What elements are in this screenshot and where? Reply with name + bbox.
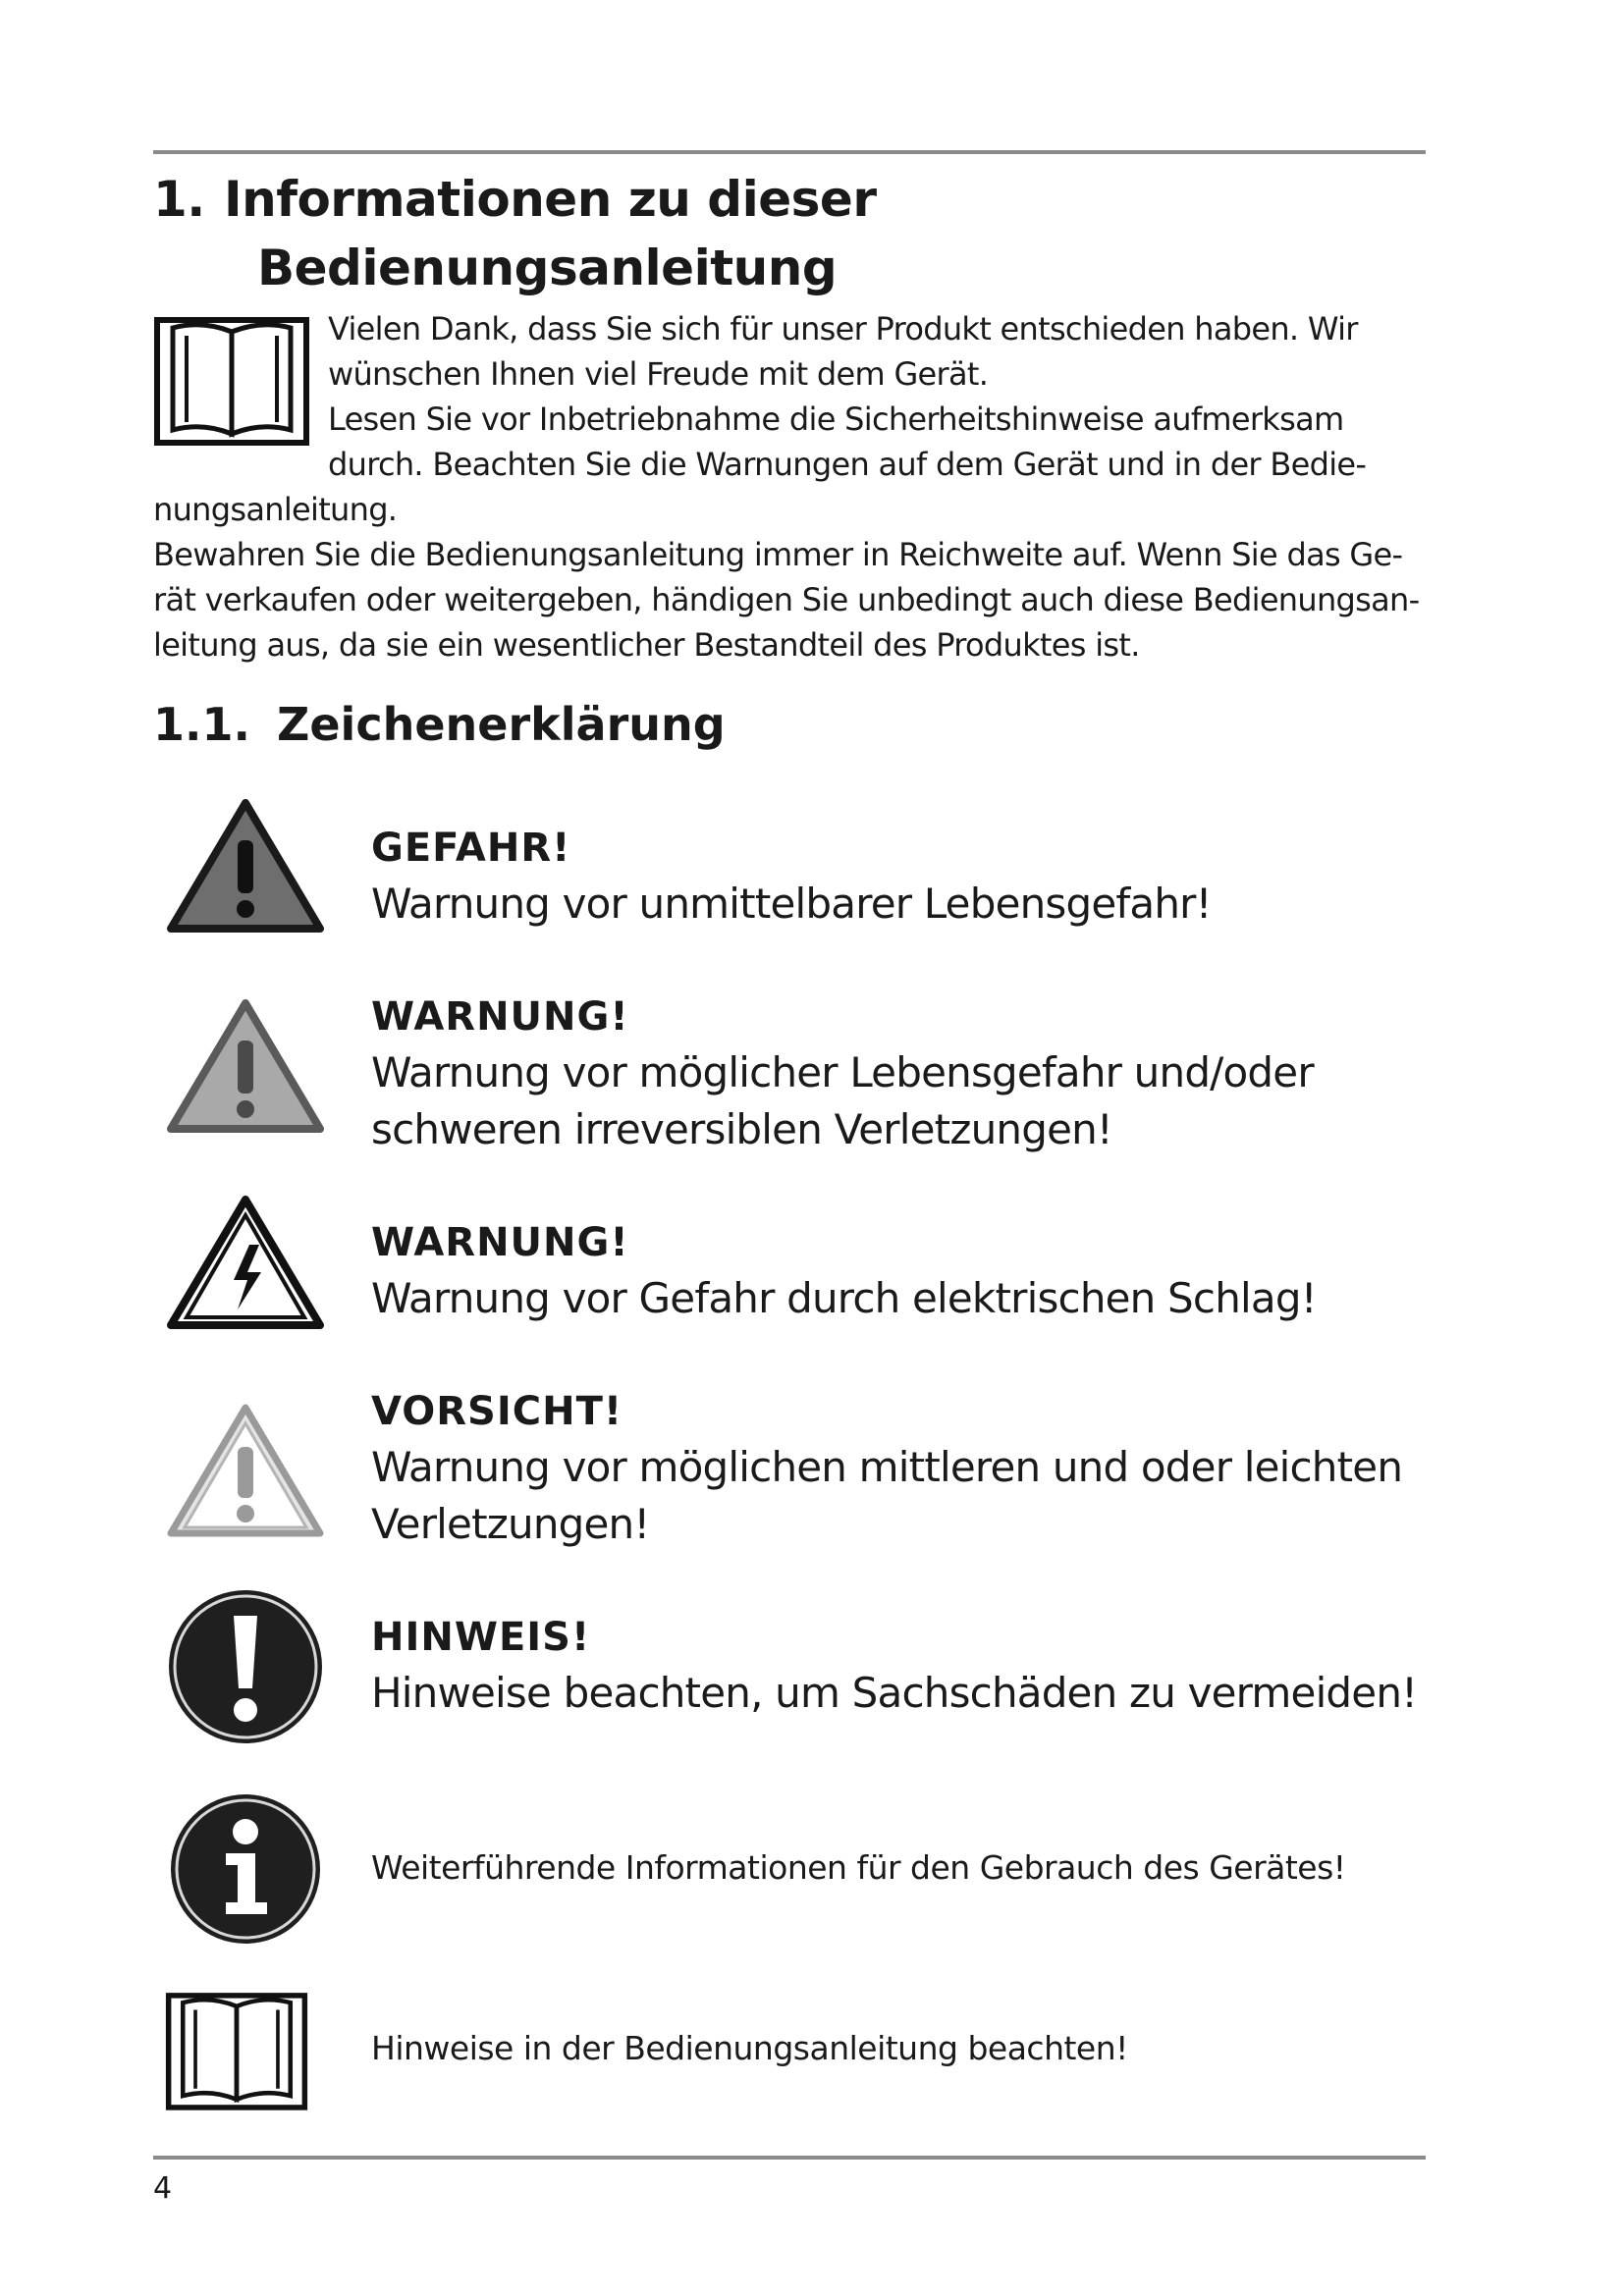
- top-rule: [153, 150, 1426, 154]
- symbol-title: WARNUNG!: [371, 994, 629, 1040]
- symbol-description: Verletzungen!: [371, 1500, 650, 1548]
- symbol-entry-manual: [371, 2026, 1426, 2071]
- intro-line: leitung aus, da sie ein wesentlicher Bestandteil des Produktes ist.: [153, 626, 1140, 664]
- caution-triangle-icon: [165, 1402, 338, 1539]
- symbol-description: Hinweise in der Bedienungsanleitung beachten!: [371, 2029, 1128, 2067]
- symbol-entry-electric: [371, 1215, 1426, 1327]
- warning-triangle-icon: [165, 997, 338, 1135]
- chapter-heading: [153, 165, 1426, 302]
- symbol-description: Warnung vor unmittelbarer Lebensgefahr!: [371, 880, 1212, 928]
- symbol-description: Weiterführende Informationen für den Gebrauch des Gerätes!: [371, 1848, 1346, 1887]
- symbol-title: GEFAHR!: [371, 826, 571, 871]
- symbol-entry-caution: [371, 1384, 1426, 1553]
- danger-triangle-icon: [165, 797, 338, 934]
- info-icon: [165, 1790, 338, 1948]
- intro-line: wünschen Ihnen viel Freude mit dem Gerät.: [328, 355, 989, 393]
- symbol-title: HINWEIS!: [371, 1615, 591, 1660]
- manual-book-icon: [165, 1989, 338, 2112]
- symbol-entry-info: [371, 1845, 1426, 1891]
- intro-line: nungsanleitung.: [153, 491, 398, 528]
- chapter-title-line2: Bedienungsanleitung: [257, 240, 838, 296]
- symbol-entry-warning: [371, 989, 1426, 1158]
- symbol-title: WARNUNG!: [371, 1220, 629, 1265]
- page-number: 4: [153, 2171, 173, 2206]
- section-title: Zeichenerklärung: [277, 698, 726, 751]
- intro-line: durch. Beachten Sie die Warnungen auf dem Gerät und in der Bedie-: [328, 446, 1367, 483]
- chapter-number: 1.: [153, 171, 205, 228]
- intro-line: rät verkaufen oder weitergeben, händigen Sie unbedingt auch diese Bedienungsan-: [153, 581, 1420, 618]
- intro-line: Vielen Dank, dass Sie sich für unser Produkt entschieden haben. Wir: [328, 310, 1358, 347]
- symbol-description: Warnung vor Gefahr durch elektrischen Schlag!: [371, 1274, 1317, 1322]
- symbol-entry-danger: [371, 821, 1426, 933]
- symbol-entry-notice: [371, 1610, 1426, 1722]
- symbol-description: Hinweise beachten, um Sachschäden zu vermeiden!: [371, 1669, 1418, 1717]
- section-heading: [153, 693, 726, 756]
- intro-text: [153, 306, 1426, 667]
- chapter-title-line1: Informationen zu dieser: [224, 171, 877, 228]
- symbol-description: Warnung vor möglicher Lebensgefahr und/oder: [371, 1048, 1314, 1096]
- symbol-title: VORSICHT!: [371, 1389, 623, 1434]
- symbol-description: Warnung vor möglichen mittleren und oder leichten: [371, 1443, 1403, 1491]
- intro-line: Bewahren Sie die Bedienungsanleitung immer in Reichweite auf. Wenn Sie das Ge-: [153, 536, 1403, 573]
- bottom-rule: [153, 2156, 1426, 2160]
- symbol-description: schweren irreversiblen Verletzungen!: [371, 1105, 1112, 1153]
- electric-shock-icon: [165, 1194, 338, 1331]
- intro-line: Lesen Sie vor Inbetriebnahme die Sicherheitshinweise aufmerksam: [328, 400, 1344, 438]
- section-number: 1.1.: [153, 698, 250, 751]
- notice-exclamation-icon: [165, 1586, 338, 1747]
